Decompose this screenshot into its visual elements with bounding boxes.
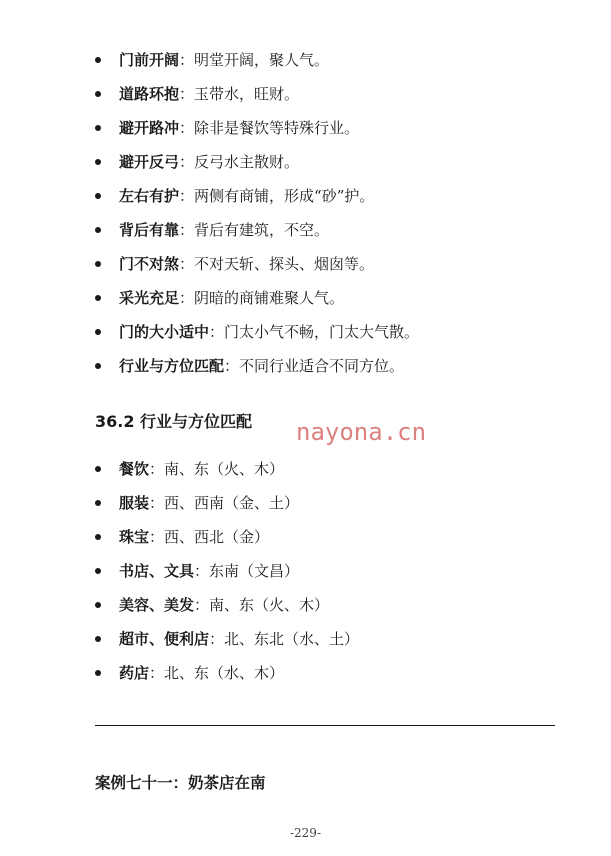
bullet-dot-icon [95, 500, 101, 506]
item-desc: 玉带水，旺财。 [194, 85, 300, 103]
bullet-dot-icon [95, 363, 101, 369]
colon: ： [209, 323, 225, 341]
colon: ： [194, 596, 210, 614]
item-term: 书店、文具 [119, 562, 195, 580]
item-desc: 门太小气不畅，门太大气散。 [224, 323, 420, 341]
colon: ： [179, 187, 195, 205]
colon: ： [179, 51, 195, 69]
horizontal-divider [95, 725, 555, 726]
list-item [95, 49, 419, 83]
item-term: 门的大小适中 [119, 323, 210, 341]
colon: ： [179, 255, 195, 273]
colon: ： [149, 460, 165, 478]
item-desc: 不同行业适合不同方位。 [239, 357, 405, 375]
item-desc: 西、西北（金） [164, 528, 270, 546]
bullet-dot-icon [95, 57, 101, 63]
bullet-dot-icon [95, 125, 101, 131]
list-item [95, 219, 419, 253]
bullet-dot-icon [95, 534, 101, 540]
item-desc: 明堂开阔，聚人气。 [194, 51, 330, 69]
colon: ： [179, 85, 195, 103]
bullet-dot-icon [95, 568, 101, 574]
list-item [95, 594, 359, 628]
item-term: 超市、便利店 [119, 630, 210, 648]
item-term: 左右有护 [119, 187, 180, 205]
colon: ： [149, 664, 165, 682]
list-item [95, 355, 419, 389]
list-item [95, 492, 359, 526]
list-item [95, 83, 419, 117]
item-desc: 东南（文昌） [209, 562, 300, 580]
list-item [95, 151, 419, 185]
item-term: 道路环抱 [119, 85, 180, 103]
colon: ： [209, 630, 225, 648]
list-item [95, 662, 359, 696]
item-desc: 背后有建筑，不空。 [194, 221, 330, 239]
item-term: 服装 [119, 494, 150, 512]
bullet-dot-icon [95, 329, 101, 335]
list-item [95, 117, 419, 151]
bullet-dot-icon [95, 261, 101, 267]
colon: ： [149, 528, 165, 546]
item-term: 门不对煞 [119, 255, 180, 273]
list-item [95, 253, 419, 287]
item-desc: 北、东（水、木） [164, 664, 285, 682]
industries-list [95, 458, 359, 696]
colon: ： [179, 289, 195, 307]
item-desc: 两侧有商铺，形成“砂”护。 [194, 187, 375, 205]
bullet-dot-icon [95, 227, 101, 233]
bullet-dot-icon [95, 295, 101, 301]
colon: ： [179, 221, 195, 239]
item-desc: 除非是餐饮等特殊行业。 [194, 119, 360, 137]
list-item [95, 628, 359, 662]
item-term: 行业与方位匹配 [119, 357, 225, 375]
page-number: -229- [289, 826, 321, 840]
item-term: 采光充足 [119, 289, 180, 307]
colon: ： [179, 153, 195, 171]
bullet-dot-icon [95, 91, 101, 97]
item-term: 背后有靠 [119, 221, 180, 239]
item-term: 餐饮 [119, 460, 150, 478]
item-term: 美容、美发 [119, 596, 195, 614]
bullet-dot-icon [95, 466, 101, 472]
section-heading: 36.2 行业与方位匹配 [95, 412, 253, 431]
principles-list [95, 49, 419, 389]
item-desc: 北、东北（水、土） [224, 630, 360, 648]
item-desc: 西、西南（金、土） [164, 494, 300, 512]
item-term: 药店 [119, 664, 150, 682]
item-desc: 南、东（火、木） [164, 460, 285, 478]
list-item [95, 458, 359, 492]
item-term: 避开反弓 [119, 153, 180, 171]
item-term: 珠宝 [119, 528, 150, 546]
bullet-dot-icon [95, 636, 101, 642]
list-item [95, 560, 359, 594]
colon: ： [194, 562, 210, 580]
item-desc: 不对天斩、探头、烟囱等。 [194, 255, 375, 273]
item-term: 避开路冲 [119, 119, 180, 137]
colon: ： [224, 357, 240, 375]
bullet-dot-icon [95, 159, 101, 165]
bullet-dot-icon [95, 193, 101, 199]
item-term: 门前开阔 [119, 51, 180, 69]
item-desc: 南、东（火、木） [209, 596, 330, 614]
bullet-dot-icon [95, 602, 101, 608]
colon: ： [179, 119, 195, 137]
colon: ： [149, 494, 165, 512]
list-item [95, 526, 359, 560]
item-desc: 阴暗的商铺难聚人气。 [194, 289, 345, 307]
list-item [95, 185, 419, 219]
watermark: nayona.cn [296, 418, 427, 446]
list-item [95, 321, 419, 355]
list-item [95, 287, 419, 321]
bullet-dot-icon [95, 670, 101, 676]
item-desc: 反弓水主散财。 [194, 153, 300, 171]
case-title: 案例七十一：奶茶店在南 [95, 774, 266, 792]
